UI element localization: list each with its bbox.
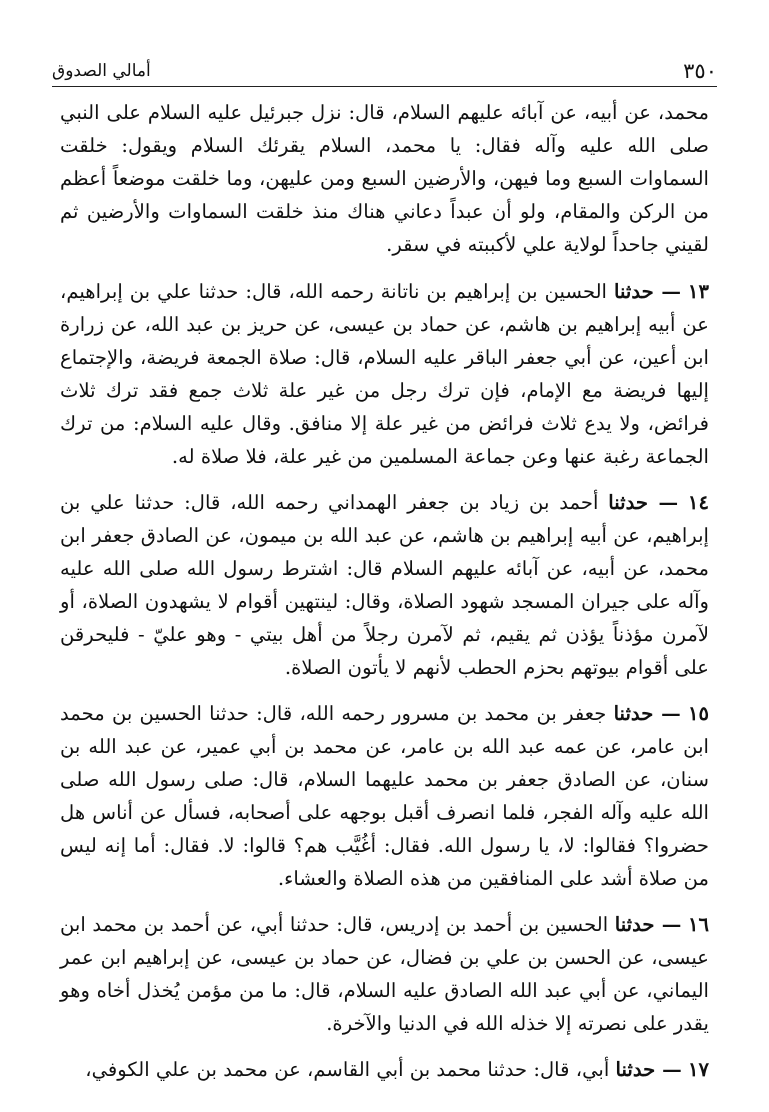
hadith-16: ١٦ — حدثنا الحسين بن أحمد بن إدريس، قال: حدثنا أبي، عن أحمد بن محمد ابن عيسى، عن الحسن بن علي بن فضال، عن حماد بن عيسى، عن إبراهيم ابن عمر اليماني، عن أبي عبد الله الصادق عليه السلام، قال: ما من مؤمن يُخذل أخاه وهو يقدر على نصرته إلا خذله الله في الدنيا والآخرة. (60, 913, 710, 1035)
hadith-lead: حدثنا (615, 1058, 656, 1081)
hadith-lead: حدثنا (613, 702, 654, 725)
paragraph-text: أحمد بن زياد بن جعفر الهمداني رحمه الله، قال: حدثنا علي بن إبراهيم، عن أبيه إبراهيم بن هاشم، عن عبد الله بن ميمون، عن الصادق جعفر ابن محمد، عن أبيه، عن آبائه عليهم السلام قال: اشترط رسول الله صلى الله عليه وآله على جيران المسجد شهود الصلاة، وقال: لينتهين أقوام لا يشهدون الصلاة، أو لآمرن مؤذناً يؤذن ثم يقيم، ثم لآمرن رجلاً من أهل بيتي - وهو عليّ - فليحرقن على أقوام بيوتهم بحزم الحطب لأنهم لا يأتون الصلاة. (60, 491, 709, 679)
paragraph-text: الحسين بن إبراهيم بن ناتانة رحمه الله، قال: حدثنا علي بن إبراهيم، عن أبيه إبراهيم بن هاشم، عن حماد بن عيسى، عن حريز بن عبد الله، عن زرارة ابن أعين، عن أبي جعفر الباقر عليه السلام، قال: صلاة الجمعة فريضة، والإجتماع إليها فريضة مع الإمام، فإن ترك رجل من غير علة ثلاث جمع فقد ترك ثلاث فرائض، ولا يدع ثلاث فرائض من غير علة إلا منافق. وقال عليه السلام: من ترك الجماعة رغبة عنها وعن جماعة المسلمين من غير علة، فلا صلاة له. (60, 280, 709, 468)
paragraph-text: الحسين بن أحمد بن إدريس، قال: حدثنا أبي، عن أحمد بن محمد ابن عيسى، عن الحسن بن علي بن فضال، عن حماد بن عيسى، عن إبراهيم ابن عمر اليماني، عن أبي عبد الله الصادق عليه السلام، قال: ما من مؤمن يُخذل أخاه وهو يقدر على نصرته إلا خذله الله في الدنيا والآخرة. (60, 913, 709, 1035)
hadith-15: ١٥ — حدثنا جعفر بن محمد بن مسرور رحمه الله، قال: حدثنا الحسين بن محمد ابن عامر، عن عمه عبد الله بن عامر، عن محمد بن أبي عمير، عن عبد الله بن سنان، عن الصادق جعفر بن محمد عليهما السلام، قال: صلى رسول الله صلى الله عليه وآله الفجر، فلما انصرف أقبل بوجهه على أصحابه، فسأل عن أناس هل حضروا؟ فقالوا: لا، يا رسول الله. فقال: أغُيَّب هم؟ قالوا: لا. فقال: أما إنه ليس من صلاة أشد على المنافقين من هذه الصلاة والعشاء. (60, 702, 709, 890)
hadith-14: ١٤ — حدثنا أحمد بن زياد بن جعفر الهمداني رحمه الله، قال: حدثنا علي بن إبراهيم، عن أبيه إبراهيم بن هاشم، عن عبد الله بن ميمون، عن الصادق جعفر ابن محمد، عن أبيه، عن آبائه عليهم السلام قال: اشترط رسول الله صلى الله عليه وآله على جيران المسجد شهود الصلاة، وقال: لينتهين أقوام لا يشهدون الصلاة، أو لآمرن مؤذناً يؤذن ثم يقيم، ثم لآمرن رجلاً من أهل بيتي - وهو عليّ - فليحرقن على أقوام بيوتهم بحزم الحطب لأنهم لا يأتون الصلاة. (60, 491, 709, 679)
paragraph-continuation (60, 96, 709, 261)
hadith-lead: حدثنا (614, 913, 655, 936)
body-text (60, 96, 709, 1099)
hadith-number: ١٣ (687, 280, 709, 303)
paragraph-text: أبي، قال: حدثنا محمد بن أبي القاسم، عن محمد بن علي الكوفي، (85, 1058, 610, 1081)
hadith-17: ١٧ — حدثنا أبي، قال: حدثنا محمد بن أبي القاسم، عن محمد بن علي الكوفي، (85, 1058, 709, 1081)
hadith-number: ١٥ (687, 702, 709, 725)
hadith-lead: حدثنا (614, 280, 654, 303)
book-title: أمالي الصدوق (52, 61, 151, 81)
hadith-13: ١٣ — حدثنا الحسين بن إبراهيم بن ناتانة رحمه الله، قال: حدثنا علي بن إبراهيم، عن أبيه إبراهيم بن هاشم، عن حماد بن عيسى، عن حريز بن عبد الله، عن زرارة ابن أعين، عن أبي جعفر الباقر عليه السلام، قال: صلاة الجمعة فريضة، والإجتماع إليها فريضة مع الإمام، فإن ترك رجل من غير علة ثلاث جمع فقد ترك ثلاث فرائض، ولا يدع ثلاث فرائض من غير علة إلا منافق. وقال عليه السلام: من ترك الجماعة رغبة عنها وعن جماعة المسلمين من غير علة، فلا صلاة له. (60, 280, 709, 468)
hadith-number: ١٧ (687, 1058, 709, 1081)
running-header (52, 52, 717, 87)
paragraph-text: جعفر بن محمد بن مسرور رحمه الله، قال: حدثنا الحسين بن محمد ابن عامر، عن عمه عبد الله بن عامر، عن محمد بن أبي عمير، عن عبد الله بن سنان، عن الصادق جعفر بن محمد عليهما السلام، قال: صلى رسول الله صلى الله عليه وآله الفجر، فلما انصرف أقبل بوجهه على أصحابه، فسأل عن أناس هل حضروا؟ فقالوا: لا، يا رسول الله. فقال: أغُيَّب هم؟ قالوا: لا. فقال: أما إنه ليس من صلاة أشد على المنافقين من هذه الصلاة والعشاء. (60, 702, 709, 890)
page-number: ٣٥٠ (683, 59, 717, 83)
hadith-number: ١٦ (687, 913, 710, 936)
hadith-lead: حدثنا (608, 491, 649, 514)
paragraph-text: محمد، عن أبيه، عن آبائه عليهم السلام، قال: نزل جبرئيل عليه السلام على النبي صلى الله عليه وآله فقال: يا محمد، السلام يقرئك السلام ويقول: خلقت السماوات السبع وما فيهن، والأرضين السبع ومن عليهن، وما خلقت موضعاً أعظم من الركن والمقام، ولو أن عبداً دعاني هناك منذ خلقت السماوات والأرضين ثم لقيني جاحداً لولاية علي لأكببته في سقر. (60, 101, 709, 256)
hadith-number: ١٤ (687, 491, 709, 514)
